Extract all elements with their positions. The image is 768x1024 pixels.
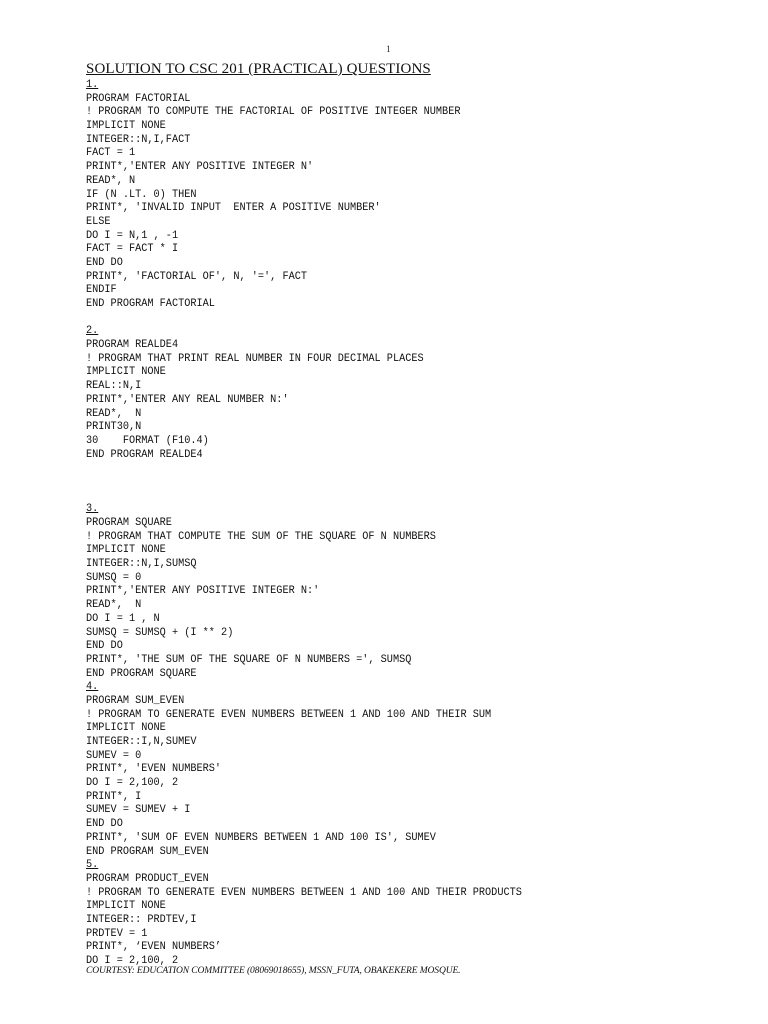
code-line: FACT = 1: [86, 147, 136, 160]
code-line: IMPLICIT NONE: [86, 722, 166, 735]
question-number: 5.: [86, 859, 99, 872]
code-line: END PROGRAM REALDE4: [86, 448, 203, 461]
blank-line: [86, 476, 746, 490]
code-line: SUMSQ = SUMSQ + (I ** 2): [86, 626, 234, 639]
code-line: ENDIF: [86, 284, 117, 297]
code-line: PROGRAM SUM_EVEN: [86, 694, 185, 707]
footer-courtesy: COURTESY: EDUCATION COMMITTEE (08069018655), MSSN_FUTA, OBAKEKERE MOSQUE.: [86, 966, 461, 976]
document-title: SOLUTION TO CSC 201 (PRACTICAL) QUESTIONS: [86, 61, 431, 77]
code-line: PRINT*, ‘EVEN NUMBERS’: [86, 941, 222, 954]
code-line: PRINT*,'ENTER ANY POSITIVE INTEGER N:': [86, 585, 320, 598]
code-line: PROGRAM SQUARE: [86, 517, 172, 529]
question-number: 3.: [86, 503, 99, 516]
code-line: PROGRAM FACTORIAL: [86, 92, 191, 105]
code-line: PRINT30,N: [86, 421, 142, 434]
code-line: IMPLICIT NONE: [86, 900, 166, 913]
code-line: PROGRAM REALDE4: [86, 339, 179, 352]
code-line: INTEGER::I,N,SUMEV: [86, 736, 197, 748]
code-line: IMPLICIT NONE: [86, 120, 166, 133]
code-line: PRINT*,'ENTER ANY POSITIVE INTEGER N': [86, 161, 314, 174]
code-line: PRINT*,'ENTER ANY REAL NUMBER N:': [86, 393, 289, 406]
code-line: READ*, N: [86, 407, 142, 420]
code-line: IMPLICIT NONE: [86, 544, 166, 557]
code-line: SUMSQ = 0: [86, 571, 142, 584]
code-line: PRDTEV = 1: [86, 927, 148, 940]
code-line: END DO: [86, 256, 123, 269]
code-line: INTEGER::N,I,SUMSQ: [86, 558, 197, 571]
code-line: REAL::N,I: [86, 380, 142, 393]
code-listing: [86, 79, 746, 969]
code-line: PRINT*, 'THE SUM OF THE SQUARE OF N NUMBERS =', SUMSQ: [86, 653, 412, 666]
code-line: ! PROGRAM THAT COMPUTE THE SUM OF THE SQUARE OF N NUMBERS: [86, 530, 436, 543]
code-line: ! PROGRAM TO GENERATE EVEN NUMBERS BETWEEN 1 AND 100 AND THEIR SUM: [86, 708, 492, 721]
code-line: DO I = 1 , N: [86, 612, 160, 625]
code-line: READ*, N: [86, 599, 142, 612]
code-line: PRINT*, 'SUM OF EVEN NUMBERS BETWEEN 1 AND 100 IS', SUMEV: [86, 831, 436, 844]
question-number: 4.: [86, 681, 99, 694]
code-line: PRINT*, I: [86, 790, 142, 803]
code-line: PRINT*, 'FACTORIAL OF', N, '=', FACT: [86, 270, 308, 283]
code-line: 30 FORMAT (F10.4): [86, 434, 209, 447]
page-number: 1: [386, 44, 391, 54]
code-line: ! PROGRAM TO COMPUTE THE FACTORIAL OF POSITIVE INTEGER NUMBER: [86, 106, 461, 119]
code-line: SUMEV = SUMEV + I: [86, 804, 191, 817]
code-line: DO I = 2,100, 2: [86, 955, 179, 967]
blank-line: [86, 490, 746, 504]
code-line: PRINT*, 'EVEN NUMBERS': [86, 763, 222, 776]
code-line: READ*, N: [86, 174, 136, 187]
code-line: END PROGRAM SUM_EVEN: [86, 845, 209, 858]
code-line: INTEGER::N,I,FACT: [86, 133, 191, 146]
code-line: SUMEV = 0: [86, 749, 142, 762]
code-line: PROGRAM PRODUCT_EVEN: [86, 872, 209, 885]
code-line: ! PROGRAM TO GENERATE EVEN NUMBERS BETWEEN 1 AND 100 AND THEIR PRODUCTS: [86, 886, 522, 899]
code-line: DO I = N,1 , -1: [86, 229, 179, 242]
code-line: END PROGRAM FACTORIAL: [86, 298, 215, 310]
code-line: IF (N .LT. 0) THEN: [86, 188, 197, 201]
code-line: IMPLICIT NONE: [86, 366, 166, 379]
code-line: ELSE: [86, 215, 111, 228]
question-number: 2.: [86, 325, 99, 338]
code-line: END DO: [86, 640, 123, 653]
code-line: FACT = FACT * I: [86, 243, 179, 256]
code-line: DO I = 2,100, 2: [86, 777, 179, 790]
code-line: INTEGER:: PRDTEV,I: [86, 913, 197, 926]
question-number: 1.: [86, 79, 99, 91]
code-line: END PROGRAM SQUARE: [86, 667, 197, 680]
code-line: ! PROGRAM THAT PRINT REAL NUMBER IN FOUR DECIMAL PLACES: [86, 352, 424, 365]
code-line: PRINT*, 'INVALID INPUT ENTER A POSITIVE NUMBER': [86, 202, 381, 215]
blank-line: [86, 312, 746, 326]
blank-line: [86, 462, 746, 476]
code-line: END DO: [86, 818, 123, 831]
